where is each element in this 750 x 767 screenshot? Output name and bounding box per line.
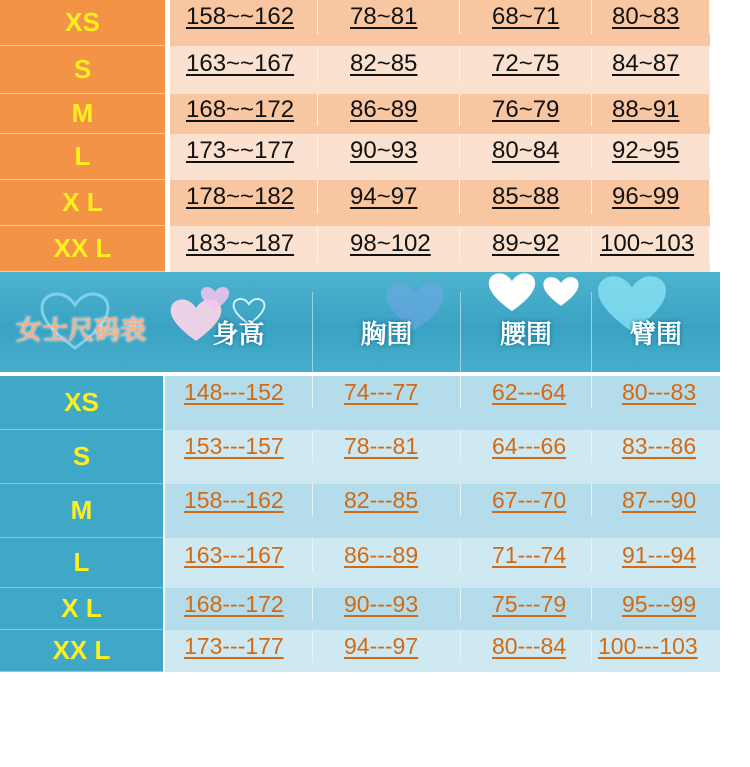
men-height-cell[interactable]: 163~~167 bbox=[186, 46, 318, 82]
women-arm-cell[interactable]: 87---90 bbox=[622, 486, 697, 513]
women-size-label: M bbox=[0, 484, 163, 538]
women-chest-cell[interactable]: 90---93 bbox=[344, 588, 461, 620]
men-size-label: XS bbox=[0, 0, 165, 46]
women-size-label: S bbox=[0, 430, 163, 484]
men-arm-cell[interactable]: 88~91 bbox=[612, 94, 710, 126]
header-waist: 腰围 bbox=[461, 292, 592, 372]
women-chest-cell[interactable]: 86---89 bbox=[344, 538, 461, 572]
men-chest-cell[interactable]: 82~85 bbox=[350, 46, 460, 82]
women-height-cell[interactable]: 168---172 bbox=[184, 588, 313, 620]
women-chest-cell[interactable]: 78---81 bbox=[344, 430, 461, 462]
women-arm-cell[interactable]: 95---99 bbox=[622, 590, 697, 617]
men-arm-cell[interactable]: 100~103 bbox=[600, 226, 710, 262]
men-height-cell[interactable]: 173~~177 bbox=[186, 134, 318, 168]
women-height-cell[interactable]: 163---167 bbox=[184, 538, 313, 572]
men-arm-cell[interactable]: 96~99 bbox=[612, 180, 710, 214]
men-waist-cell[interactable]: 85~88 bbox=[492, 180, 592, 214]
men-waist-cell[interactable]: 72~75 bbox=[492, 46, 592, 82]
men-arm-cell[interactable]: 92~95 bbox=[612, 134, 710, 168]
women-chest-cell[interactable]: 94---97 bbox=[344, 630, 461, 662]
women-size-label: L bbox=[0, 538, 163, 588]
women-arm-cell[interactable]: 91---94 bbox=[622, 541, 697, 568]
women-chest-cell[interactable]: 74---77 bbox=[344, 376, 461, 408]
women-size-label: XS bbox=[0, 376, 163, 430]
women-waist-cell[interactable]: 75---79 bbox=[492, 588, 592, 620]
men-size-label: M bbox=[0, 94, 165, 134]
men-chest-cell[interactable]: 94~97 bbox=[350, 180, 460, 214]
men-chest-cell[interactable]: 86~89 bbox=[350, 94, 460, 126]
women-chest-cell[interactable]: 82---85 bbox=[344, 484, 461, 516]
men-arm-cell[interactable]: 84~87 bbox=[612, 46, 710, 82]
women-waist-cell[interactable]: 67---70 bbox=[492, 484, 592, 516]
women-size-label: XX L bbox=[0, 630, 163, 672]
women-waist-cell[interactable]: 62---64 bbox=[492, 376, 592, 408]
women-arm-cell[interactable]: 83---86 bbox=[622, 432, 697, 459]
women-waist-cell[interactable]: 71---74 bbox=[492, 538, 592, 572]
men-height-cell[interactable]: 183~~187 bbox=[186, 226, 318, 262]
men-height-cell[interactable]: 178~~182 bbox=[186, 180, 318, 214]
men-chest-cell[interactable]: 78~81 bbox=[350, 0, 460, 34]
women-height-cell[interactable]: 148---152 bbox=[184, 376, 313, 408]
men-waist-cell[interactable]: 80~84 bbox=[492, 134, 592, 168]
men-size-label: XX L bbox=[0, 226, 165, 272]
men-size-label: S bbox=[0, 46, 165, 94]
women-height-cell[interactable]: 173---177 bbox=[184, 630, 313, 662]
men-size-label: L bbox=[0, 134, 165, 180]
men-height-cell[interactable]: 158~~162 bbox=[186, 0, 318, 34]
men-chest-cell[interactable]: 98~102 bbox=[350, 226, 460, 262]
header-height: 身高 bbox=[165, 292, 313, 372]
women-table-title: 女士尺码表 bbox=[15, 314, 146, 345]
women-arm-cell[interactable]: 80---83 bbox=[622, 378, 697, 405]
header-arm: 臂围 bbox=[629, 318, 682, 349]
women-size-label: X L bbox=[0, 588, 163, 630]
men-arm-cell[interactable]: 80~83 bbox=[612, 0, 710, 34]
men-waist-cell[interactable]: 89~92 bbox=[492, 226, 592, 262]
women-waist-cell[interactable]: 64---66 bbox=[492, 430, 592, 462]
women-waist-cell[interactable]: 80---84 bbox=[492, 630, 592, 662]
women-height-cell[interactable]: 158---162 bbox=[184, 484, 313, 516]
men-waist-cell[interactable]: 76~79 bbox=[492, 94, 592, 126]
women-arm-cell[interactable]: 100---103 bbox=[598, 632, 698, 659]
men-waist-cell[interactable]: 68~71 bbox=[492, 0, 592, 34]
men-size-label: X L bbox=[0, 180, 165, 226]
women-height-cell[interactable]: 153---157 bbox=[184, 430, 313, 462]
men-chest-cell[interactable]: 90~93 bbox=[350, 134, 460, 168]
men-height-cell[interactable]: 168~~172 bbox=[186, 94, 318, 126]
header-chest: 胸围 bbox=[313, 292, 461, 372]
